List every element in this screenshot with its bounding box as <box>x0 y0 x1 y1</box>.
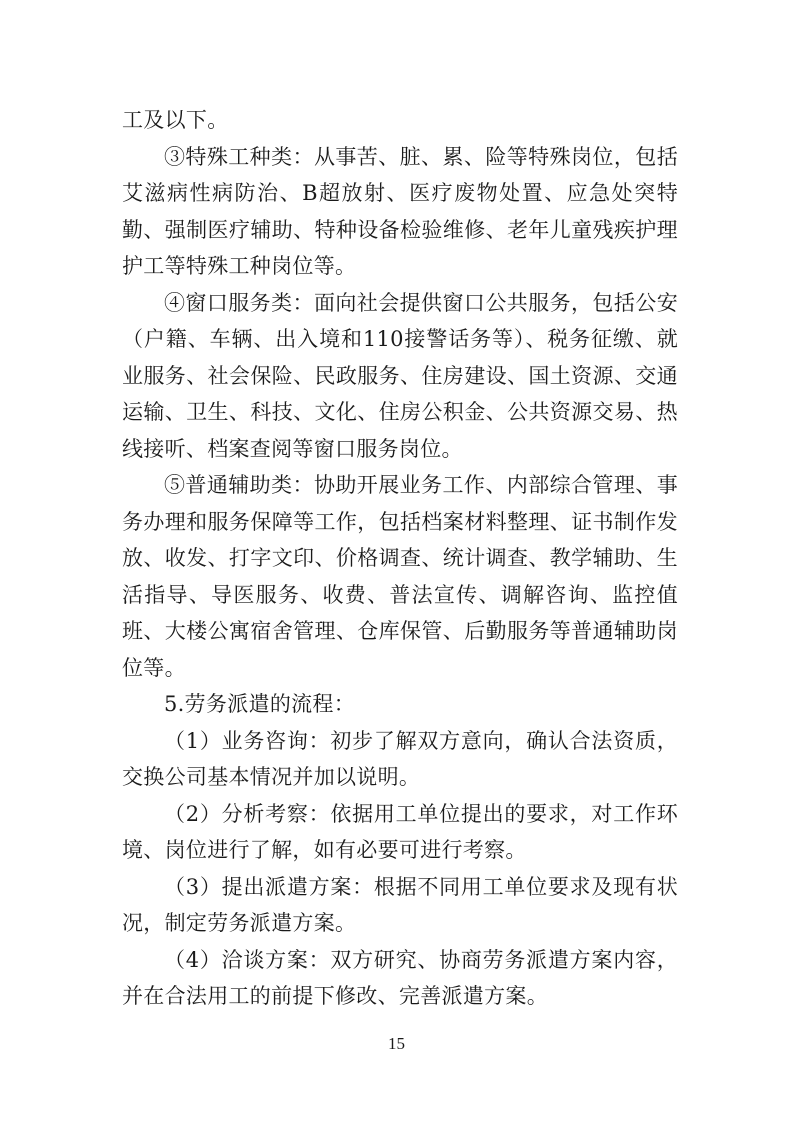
paragraph-step-analysis: （2）分析考察：依据用工单位提出的要求，对工作环境、岗位进行了解，如有必要可进行考察。 <box>122 801 678 862</box>
section-heading-dispatch-process: 5.劳务派遣的流程： <box>164 692 356 716</box>
page-number: 15 <box>388 1034 405 1053</box>
paragraph-special-jobs: ③特殊工种类：从事苦、脏、累、险等特殊岗位，包括艾滋病性病防治、B超放射、医疗废物处置、应急处突特勤、强制医疗辅助、特种设备检验维修、老年儿童残疾护理护工等特殊工种岗位等。 <box>122 144 678 278</box>
paragraph-window-service: ④窗口服务类：面向社会提供窗口公共服务，包括公安（户籍、车辆、出入境和110接警话务等）、税务征缴、就业服务、社会保险、民政服务、住房建设、国土资源、交通运输、卫生、科技、文化、住房公积金、公共资源交易、热线接听、档案查阅等窗口服务岗位。 <box>122 290 678 461</box>
paragraph-step-negotiation: （4）洽谈方案：双方研究、协商劳务派遣方案内容，并在合法用工的前提下修改、完善派遣方案。 <box>122 947 678 1008</box>
paragraph-general-support: ⑤普通辅助类：协助开展业务工作、内部综合管理、事务办理和服务保障等工作，包括档案材料整理、证书制作发放、收发、打字文印、价格调查、统计调查、教学辅助、生活指导、导医服务、收费、普法宣传、调解咨询、监控值班、大楼公寓宿舍管理、仓库保管、后勤服务等普通辅助岗位等。 <box>122 473 678 680</box>
paragraph-step-consultation: （1）业务咨询：初步了解双方意向，确认合法资质，交换公司基本情况并加以说明。 <box>122 728 678 789</box>
paragraph-continuation: 工及以下。 <box>122 108 229 132</box>
document-body <box>122 102 678 1015</box>
paragraph-step-plan: （3）提出派遣方案：根据不同用工单位要求及现有状况，制定劳务派遣方案。 <box>122 874 678 935</box>
